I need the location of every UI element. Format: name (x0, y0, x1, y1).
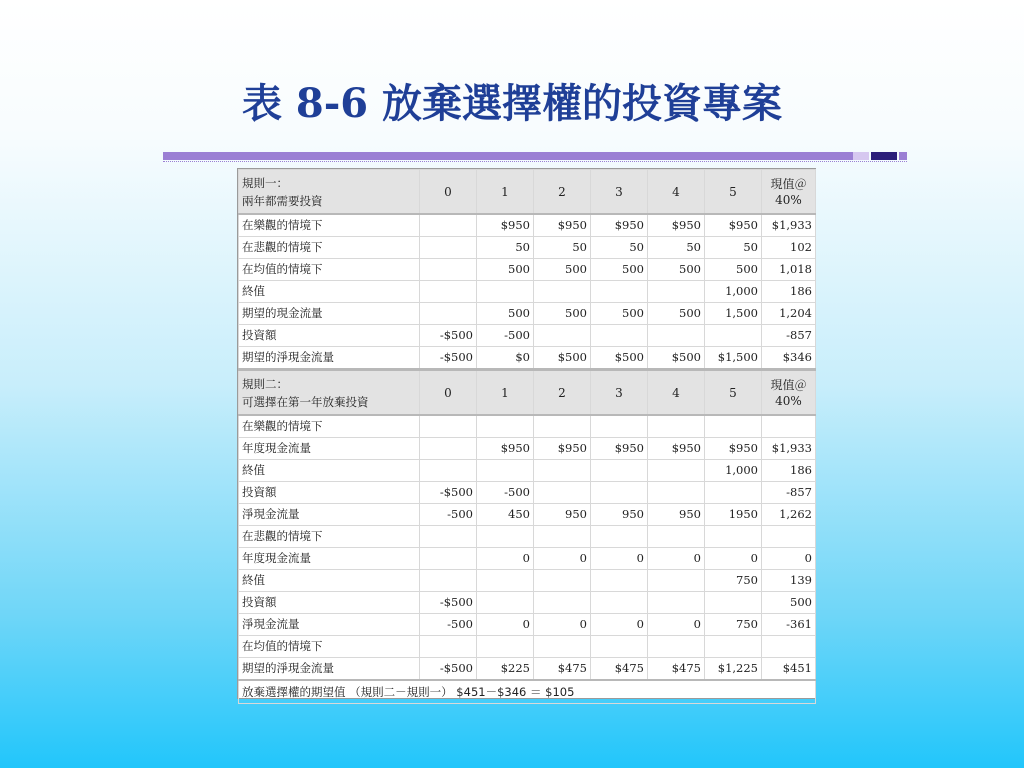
rule2-cell-year-3 (591, 460, 648, 482)
rule2-cell-year-4 (648, 460, 705, 482)
rule2-cell-year-0 (420, 570, 477, 592)
rule1-col-1: 1 (477, 170, 534, 215)
slide-title: 表 8-6 放棄選擇權的投資專案 (241, 80, 783, 127)
rule2-row (239, 570, 816, 592)
rule2-cell-year-3 (591, 415, 648, 438)
rule2-cell-year-5: $1,225 (705, 658, 762, 681)
rule2-cell-year-2: 0 (534, 614, 591, 636)
rule2-row (239, 658, 816, 681)
rule1-cell-year-2: $950 (534, 214, 591, 237)
rule1-cell-pv: -857 (762, 325, 816, 347)
rule2-cell-year-3 (591, 592, 648, 614)
summary-section (239, 680, 816, 704)
rule1-header-row (239, 170, 816, 215)
rule1-cell-pv: 1,018 (762, 259, 816, 281)
rule2-cell-pv: 186 (762, 460, 816, 482)
rule2-cell-year-5 (705, 636, 762, 658)
rule2-cell-year-5: 1950 (705, 504, 762, 526)
rule1-cell-year-3 (591, 325, 648, 347)
rule2-cell-year-5 (705, 592, 762, 614)
rule2-cell-year-2 (534, 570, 591, 592)
rule2-row (239, 504, 816, 526)
rule1-cell-year-0 (420, 259, 477, 281)
rule2-cell-pv: 0 (762, 548, 816, 570)
rule1-cell-year-0 (420, 214, 477, 237)
rule2-cell-year-2 (534, 460, 591, 482)
rule2-row (239, 614, 816, 636)
rule1-row-label: 期望的淨現金流量 (239, 347, 420, 370)
rule1-cell-year-4: $950 (648, 214, 705, 237)
rule1-cell-year-0 (420, 303, 477, 325)
rule2-cell-year-1 (477, 526, 534, 548)
rule1-cell-year-4: 500 (648, 259, 705, 281)
rule1-row-label: 在樂觀的情境下 (239, 214, 420, 237)
rule1-row-label: 期望的現金流量 (239, 303, 420, 325)
rule1-cell-year-2: 50 (534, 237, 591, 259)
rule2-cell-pv: 1,262 (762, 504, 816, 526)
rule2-cell-year-0: -$500 (420, 658, 477, 681)
rule2-cell-pv: 500 (762, 592, 816, 614)
rule1-cell-pv: 102 (762, 237, 816, 259)
rule2-cell-year-2 (534, 526, 591, 548)
rule2-cell-year-0: -$500 (420, 482, 477, 504)
rule1-pv-label: 現值＠ (770, 176, 807, 191)
rule1-subtitle: 兩年都需要投資 (242, 194, 323, 208)
rule1-cell-year-3: $950 (591, 214, 648, 237)
rule2-cell-year-1: 0 (477, 548, 534, 570)
rule2-cell-year-4 (648, 415, 705, 438)
rule1-cell-year-4: $500 (648, 347, 705, 370)
rule2-row-label: 淨現金流量 (239, 614, 420, 636)
rule1-cell-year-5: 500 (705, 259, 762, 281)
rule2-cell-year-2: $950 (534, 438, 591, 460)
rule2-cell-year-5: $950 (705, 438, 762, 460)
rule2-cell-year-5: 750 (705, 570, 762, 592)
rule1-cell-year-5 (705, 325, 762, 347)
rule2-cell-year-4 (648, 636, 705, 658)
rule2-subtitle: 可選擇在第一年放棄投資 (242, 395, 369, 409)
rule1-cell-year-2 (534, 281, 591, 303)
rule2-cell-year-0 (420, 548, 477, 570)
rule2-cell-year-1: 450 (477, 504, 534, 526)
rule2-cell-year-1 (477, 460, 534, 482)
rule2-cell-year-1 (477, 636, 534, 658)
rule1-cell-year-0 (420, 281, 477, 303)
rule2-cell-pv (762, 636, 816, 658)
rule2-cell-year-4: 0 (648, 614, 705, 636)
rule2-cell-year-5 (705, 482, 762, 504)
rule1-cell-year-0: -$500 (420, 347, 477, 370)
rule2-cell-pv: -857 (762, 482, 816, 504)
rule1-cell-pv: $1,933 (762, 214, 816, 237)
rule2-cell-year-4 (648, 482, 705, 504)
rule2-cell-year-4: 0 (648, 548, 705, 570)
rule1-cell-year-2 (534, 325, 591, 347)
rule1-cell-year-2: 500 (534, 303, 591, 325)
rule2-cell-year-5: 0 (705, 548, 762, 570)
rule2-cell-year-2: $475 (534, 658, 591, 681)
rule1-header-label (239, 170, 420, 215)
rule2-cell-year-2: 950 (534, 504, 591, 526)
rule2-cell-year-0 (420, 636, 477, 658)
rule2-cell-year-0 (420, 460, 477, 482)
rule2-cell-pv: $451 (762, 658, 816, 681)
rule1-cell-year-0 (420, 237, 477, 259)
rule2-cell-year-4 (648, 570, 705, 592)
rule2-header-label (239, 370, 420, 416)
rule1-row (239, 259, 816, 281)
rule1-row-label: 投資額 (239, 325, 420, 347)
rule2-cell-pv: -361 (762, 614, 816, 636)
rule2-cell-year-0: -500 (420, 614, 477, 636)
rule1-row (239, 347, 816, 370)
rule1-col-pv (762, 170, 816, 215)
rule2-header-row (239, 370, 816, 416)
rule2-row-label: 在樂觀的情境下 (239, 415, 420, 438)
rule1-cell-year-2: 500 (534, 259, 591, 281)
rule1-col-0: 0 (420, 170, 477, 215)
rule1-col-5: 5 (705, 170, 762, 215)
rule1-cell-year-5: 50 (705, 237, 762, 259)
rule1-cell-year-5: $950 (705, 214, 762, 237)
rule1-cell-year-1: 500 (477, 259, 534, 281)
rule2-cell-year-0: -500 (420, 504, 477, 526)
rule2-cell-year-3 (591, 570, 648, 592)
rule1-cell-year-1: 50 (477, 237, 534, 259)
rule1-row-label: 在悲觀的情境下 (239, 237, 420, 259)
rule1-cell-year-4 (648, 281, 705, 303)
rule2-row-label: 在悲觀的情境下 (239, 526, 420, 548)
rule1-row (239, 281, 816, 303)
rule2-row-label: 年度現金流量 (239, 548, 420, 570)
rule2-col-0: 0 (420, 370, 477, 416)
rule2-col-3: 3 (591, 370, 648, 416)
rule2-cell-year-0 (420, 526, 477, 548)
rule1-cell-year-5: 1,500 (705, 303, 762, 325)
rule1-cell-year-3: 50 (591, 237, 648, 259)
rule2-cell-year-2 (534, 636, 591, 658)
summary-row (239, 680, 816, 704)
rule1-cell-year-3 (591, 281, 648, 303)
rule2-row-label: 投資額 (239, 482, 420, 504)
rule2-row-label: 淨現金流量 (239, 504, 420, 526)
title-divider (163, 152, 907, 162)
rule1-cell-year-1: $0 (477, 347, 534, 370)
rule1-row (239, 303, 816, 325)
rule2-col-5: 5 (705, 370, 762, 416)
rule2-cell-pv: $1,933 (762, 438, 816, 460)
rule1-cell-year-1: -500 (477, 325, 534, 347)
rule1-cell-year-4 (648, 325, 705, 347)
rule2-cell-year-3: 950 (591, 504, 648, 526)
rule1-cell-year-3: $500 (591, 347, 648, 370)
rule1-section (239, 170, 816, 370)
rule2-cell-pv (762, 415, 816, 438)
rule2-cell-year-5: 750 (705, 614, 762, 636)
rule1-cell-year-4: 50 (648, 237, 705, 259)
rule2-cell-year-4 (648, 592, 705, 614)
rule2-cell-year-5 (705, 415, 762, 438)
rule2-cell-year-3 (591, 526, 648, 548)
abandon-option-value: 放棄選擇權的期望值 （規則二－規則一） $451－$346 ＝ $105 (239, 680, 816, 704)
rule2-cell-year-1: $225 (477, 658, 534, 681)
rule2-cell-year-0 (420, 438, 477, 460)
rule1-col-2: 2 (534, 170, 591, 215)
rule2-row (239, 460, 816, 482)
rule1-title: 規則一： (242, 176, 288, 190)
rule1-col-3: 3 (591, 170, 648, 215)
rule1-cell-year-1: 500 (477, 303, 534, 325)
rule1-cell-pv: 186 (762, 281, 816, 303)
rule2-row-label: 終值 (239, 570, 420, 592)
rule1-col-4: 4 (648, 170, 705, 215)
rule2-cell-year-0 (420, 415, 477, 438)
rule2-cell-year-3: 0 (591, 614, 648, 636)
rule2-row-label: 期望的淨現金流量 (239, 658, 420, 681)
rule1-row-label: 終值 (239, 281, 420, 303)
rule2-cell-year-0: -$500 (420, 592, 477, 614)
rule2-col-2: 2 (534, 370, 591, 416)
rule2-col-1: 1 (477, 370, 534, 416)
rule2-cell-year-2 (534, 482, 591, 504)
rule1-cell-year-1 (477, 281, 534, 303)
rule2-cell-year-5 (705, 526, 762, 548)
rule2-cell-year-1: $950 (477, 438, 534, 460)
rule1-cell-year-3: 500 (591, 303, 648, 325)
rule2-cell-year-5: 1,000 (705, 460, 762, 482)
rule1-cell-year-3: 500 (591, 259, 648, 281)
rule2-col-4: 4 (648, 370, 705, 416)
rule2-cell-year-4: $950 (648, 438, 705, 460)
rule2-row (239, 438, 816, 460)
rule1-cell-year-1: $950 (477, 214, 534, 237)
rule2-cell-year-3: $475 (591, 658, 648, 681)
investment-table-container (237, 168, 816, 699)
rule1-cell-year-2: $500 (534, 347, 591, 370)
rule2-row-label: 年度現金流量 (239, 438, 420, 460)
rule2-section (239, 370, 816, 681)
rule1-row (239, 325, 816, 347)
rule2-row (239, 526, 816, 548)
rule2-cell-year-4: $475 (648, 658, 705, 681)
rule2-row (239, 415, 816, 438)
rule1-row (239, 214, 816, 237)
rule2-title: 規則二： (242, 377, 288, 391)
rule2-cell-year-3: 0 (591, 548, 648, 570)
rule1-cell-year-5: 1,000 (705, 281, 762, 303)
rule2-row-label: 投資額 (239, 592, 420, 614)
rule2-cell-pv: 139 (762, 570, 816, 592)
rule2-cell-year-1: 0 (477, 614, 534, 636)
rule2-row-label: 在均值的情境下 (239, 636, 420, 658)
rule2-row (239, 592, 816, 614)
rule2-cell-year-1 (477, 592, 534, 614)
rule1-cell-pv: 1,204 (762, 303, 816, 325)
rule2-pv-rate: 40% (775, 393, 802, 408)
rule2-cell-year-3: $950 (591, 438, 648, 460)
rule2-cell-year-2: 0 (534, 548, 591, 570)
rule1-cell-pv: $346 (762, 347, 816, 370)
rule2-row (239, 482, 816, 504)
rule2-col-pv (762, 370, 816, 416)
rule2-row (239, 548, 816, 570)
rule1-cell-year-4: 500 (648, 303, 705, 325)
rule2-cell-year-4 (648, 526, 705, 548)
rule2-cell-year-2 (534, 592, 591, 614)
rule2-pv-label: 現值＠ (770, 377, 807, 392)
rule2-cell-year-4: 950 (648, 504, 705, 526)
rule1-pv-rate: 40% (775, 192, 802, 207)
rule1-cell-year-0: -$500 (420, 325, 477, 347)
rule2-cell-year-3 (591, 482, 648, 504)
rule2-cell-year-1 (477, 570, 534, 592)
rule2-row (239, 636, 816, 658)
rule2-row-label: 終值 (239, 460, 420, 482)
rule1-cell-year-5: $1,500 (705, 347, 762, 370)
rule2-cell-year-2 (534, 415, 591, 438)
rule2-cell-pv (762, 526, 816, 548)
rule2-cell-year-1 (477, 415, 534, 438)
rule1-row (239, 237, 816, 259)
rule2-cell-year-3 (591, 636, 648, 658)
rule2-cell-year-1: -500 (477, 482, 534, 504)
investment-table (238, 169, 816, 704)
rule1-row-label: 在均值的情境下 (239, 259, 420, 281)
